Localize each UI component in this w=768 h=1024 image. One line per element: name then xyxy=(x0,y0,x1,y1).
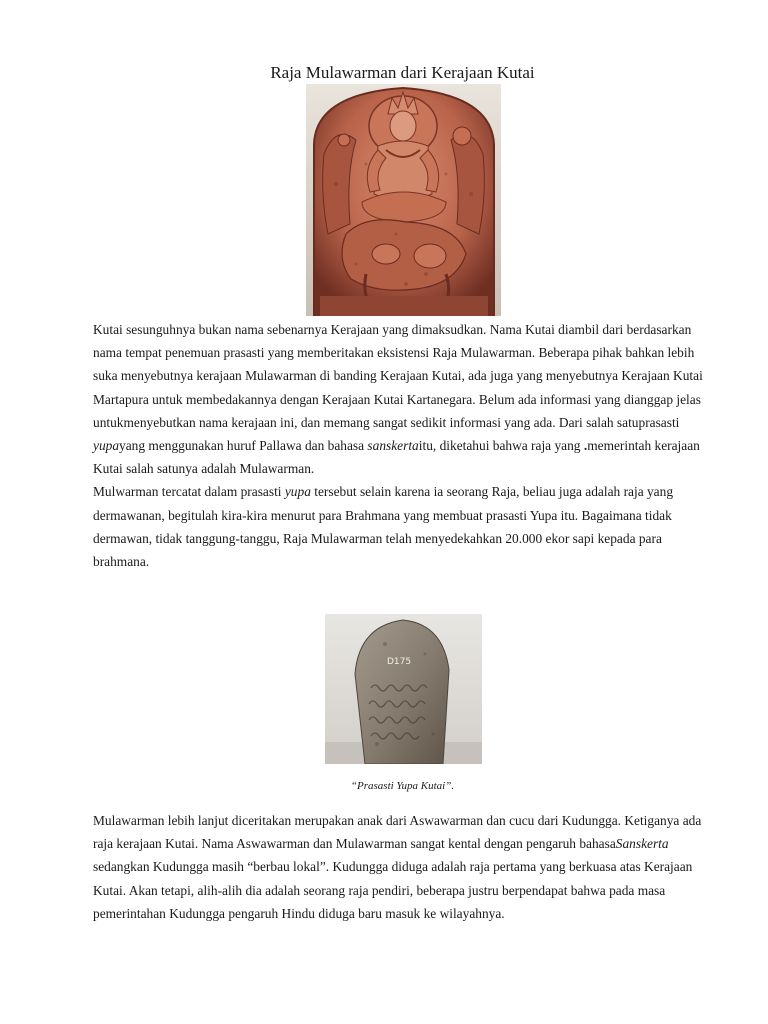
paragraph-lineage xyxy=(93,809,713,925)
figure-caption: “Prasasti Yupa Kutai”. xyxy=(350,780,455,792)
text-span: Mulwarman tercatat dalam prasasti xyxy=(93,484,285,500)
italic-term: yupa xyxy=(93,438,120,454)
yupa-inscription-image xyxy=(325,614,482,764)
mulawarman-statue-image xyxy=(306,84,501,316)
text-span: itu, diketahui bahwa raja yang xyxy=(418,438,584,454)
stray-dot: . xyxy=(583,438,588,454)
text-span: sedangkan Kudungga masih “berbau lokal”. Kudungga diduga adalah raja pertama yang berkuasa atas Kerajaan Kutai. Akan tetapi, alih-alih dia adalah seorang raja pendiri, beberapa justru berpendapat bahwa pada masa pemerintahan Kudungga pengaruh Hindu diduga baru masuk ke wilayahnya. xyxy=(93,859,693,921)
text-span: yang menggunakan huruf Pallawa dan bahasa xyxy=(119,438,368,454)
text-span: Kutai sesunguhnya bukan nama sebenarnya Kerajaan yang dimaksudkan. Nama Kutai diambil dari berdasarkan nama tempat penemuan prasasti yang memberitakan eksistensi Raja Mulawarman. Beberapa pihak bahkan lebih suka menyebutnya kerajaan Mulawarman di banding Kerajaan Kutai, ada juga yang menyebutnya Kerajaan Kutai Martapura untuk membedakannya dengan Kerajaan Kutai Kartanegara. Belum ada informasi yang dianggap jelas untukmenyebutkan nama kerajaan ini, dan memang sangat sedikit informasi yang ada. Dari salah satuprasasti xyxy=(93,322,703,430)
yupa-catalog-label: D175 xyxy=(387,657,412,667)
paragraph-kutai-name xyxy=(93,318,713,480)
page-title: Raja Mulawarman dari Kerajaan Kutai xyxy=(270,63,535,82)
italic-term: yupa xyxy=(284,484,311,500)
text-span: Mulawarman lebih lanjut diceritakan merupakan anak dari Aswawarman dan cucu dari Kudungga. Ketiganya ada raja kerajaan Kutai. Nama Aswawarman dan Mulawarman sangat kental dengan pengaruh bahasa xyxy=(93,813,702,852)
italic-term: Sanskerta xyxy=(615,836,669,852)
text-span: tersebut selain karena ia seorang Raja, beliau juga adalah raja yang dermawanan, begitulah kira-kira menurut para Brahmana yang membuat prasasti Yupa itu. Bagaimana tidak dermawan, tidak tanggung-tanggu, Raja Mulawarman telah menyedekahkan 20.000 ekor sapi kepada para brahmana. xyxy=(93,484,674,570)
text-span: memerintah kerajaan Kutai salah satunya adalah Mulawarman. xyxy=(93,438,700,477)
article-body-part1 xyxy=(93,318,713,573)
italic-term: sanskerta xyxy=(367,438,419,454)
article-body-part2 xyxy=(93,809,713,925)
paragraph-mulawarman-generous xyxy=(93,480,713,573)
